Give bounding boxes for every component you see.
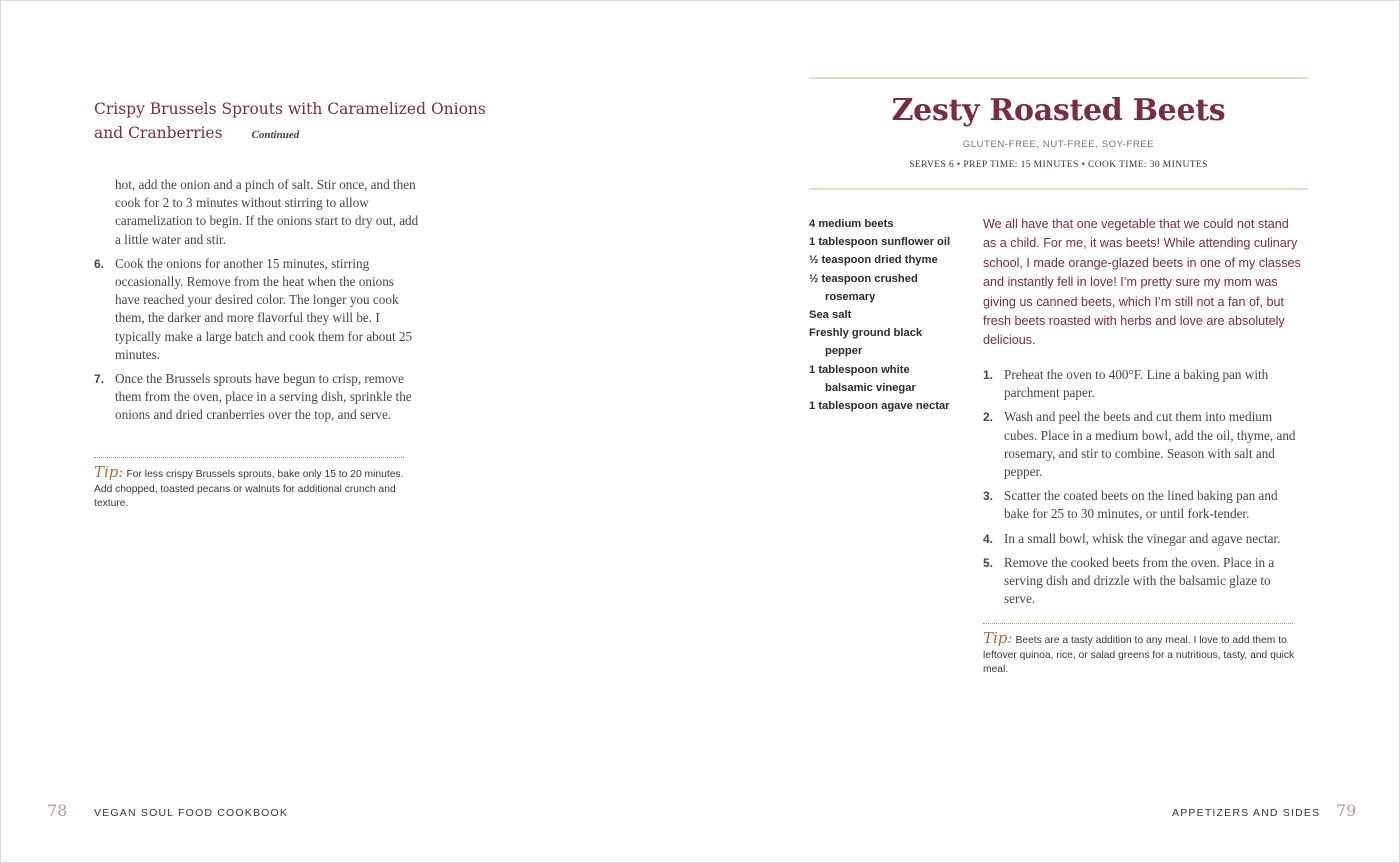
- recipe-title: Zesty Roasted Beets: [891, 93, 1226, 128]
- step-number: 2.: [983, 410, 994, 425]
- step-item: [983, 487, 1301, 523]
- header-rule-bottom: [809, 188, 1308, 190]
- ingredient-item: ½ teaspoon dried thyme: [809, 254, 938, 267]
- left-tip: [94, 465, 412, 512]
- recipe-meta: SERVES 6 • PREP TIME: 15 MINUTES • COOK TIME: 30 MINUTES: [909, 160, 1208, 170]
- step-text: Preheat the oven to 400°F. Line a baking pan with parchment paper.: [1004, 367, 1269, 401]
- tip-divider: [983, 623, 1293, 624]
- step-text: In a small bowl, whisk the vinegar and agave nectar.: [1004, 530, 1281, 546]
- ingredient-item: 4 medium beets: [809, 218, 894, 230]
- ingredient-item: ½ teaspoon crushed rosemary: [809, 272, 918, 303]
- step-item: [94, 255, 419, 364]
- ingredient-item: Freshly ground black pepper: [809, 327, 923, 358]
- recipe-intro: We all have that one vegetable that we could not stand as a child. For me, it was beets! While attending culinary school, I made orange-glazed beets in one of my classes and instantly fell in love! I’m pretty sure my mom was giving us canned beets, which I’m still not a fan of, but fresh beets roasted with herbs and love are absolutely delicious.: [983, 217, 1301, 348]
- step-text: Cook the onions for another 15 minutes, stirring occasionally. Remove from the heat when the onions have reached your desired color. The longer you cook them, the darker and more flavorful they will be. I typically make a large batch and cook them for about 25 minutes.: [115, 255, 413, 362]
- step-text: Once the Brussels sprouts have begun to crisp, remove them from the oven, place in a serving dish, sprinkle the onions and dried cranberries over the top, and serve.: [115, 371, 412, 423]
- ingredient-item: Sea salt: [809, 309, 852, 322]
- right-page-number: 79: [1336, 801, 1357, 820]
- left-title-text: Crispy Brussels Sprouts with Caramelized Onions and Cranberries: [94, 100, 486, 142]
- diet-labels: GLUTEN-FREE, NUT-FREE, SOY-FREE: [962, 139, 1155, 150]
- continued-paragraph: hot, add the onion and a pinch of salt. Stir once, and then cook for 2 to 3 minutes without stirring to allow caramelization to begin. If the onions start to dry out, add a little water and stir.: [115, 177, 419, 247]
- step-number: 3.: [983, 489, 994, 504]
- left-recipe-title: [94, 97, 514, 147]
- step-number: 1.: [983, 368, 994, 382]
- left-instructions: [94, 176, 419, 431]
- step-item: [983, 530, 1301, 548]
- tip-divider: [94, 457, 404, 458]
- step-item: [983, 408, 1301, 481]
- step-number: 5.: [983, 555, 994, 570]
- step-text: Wash and peel the beets and cut them into medium cubes. Place in a medium bowl, add the oil, thyme, and rosemary, and stir to combine. Season with salt and pepper.: [1004, 409, 1296, 480]
- right-tip: [983, 631, 1301, 678]
- tip-label: Tip:: [94, 463, 124, 481]
- tip-label: Tip:: [983, 629, 1013, 647]
- tip-text: Beets are a tasty addition to any meal. I love to add them to leftover quinoa, rice, or salad greens for a nutritious, tasty, and quick meal.: [983, 635, 1295, 675]
- ingredient-item: 1 tablespoon sunflower oil: [809, 236, 951, 249]
- ingredient-list: [809, 215, 974, 415]
- left-page-number: 78: [47, 801, 68, 820]
- ingredient-item: 1 tablespoon agave nectar: [809, 400, 950, 413]
- step-item: [983, 554, 1301, 609]
- step-item: [983, 366, 1301, 402]
- right-instructions: [983, 366, 1301, 614]
- continued-label: Continued: [251, 129, 300, 141]
- step-text: Scatter the coated beets on the lined baking pan and bake for 25 to 30 minutes, or until fork-tender.: [1004, 488, 1278, 522]
- header-rule-top: [809, 77, 1308, 79]
- step-number: 4.: [983, 531, 994, 546]
- step-number: 7.: [94, 372, 105, 387]
- step-number: 6.: [94, 256, 105, 271]
- step-item: [94, 370, 419, 425]
- right-running-head: APPETIZERS AND SIDES: [1172, 807, 1321, 819]
- step-text: Remove the cooked beets from the oven. Place in a serving dish and drizzle with the balsamic glaze to serve.: [1004, 554, 1275, 607]
- ingredient-item: 1 tablespoon white balsamic vinegar: [809, 363, 916, 394]
- tip-text: For less crispy Brussels sprouts, bake only 15 to 20 minutes. Add chopped, toasted pecans or walnuts for additional crunch and texture.: [94, 469, 404, 509]
- left-running-head: VEGAN SOUL FOOD COOKBOOK: [94, 807, 289, 819]
